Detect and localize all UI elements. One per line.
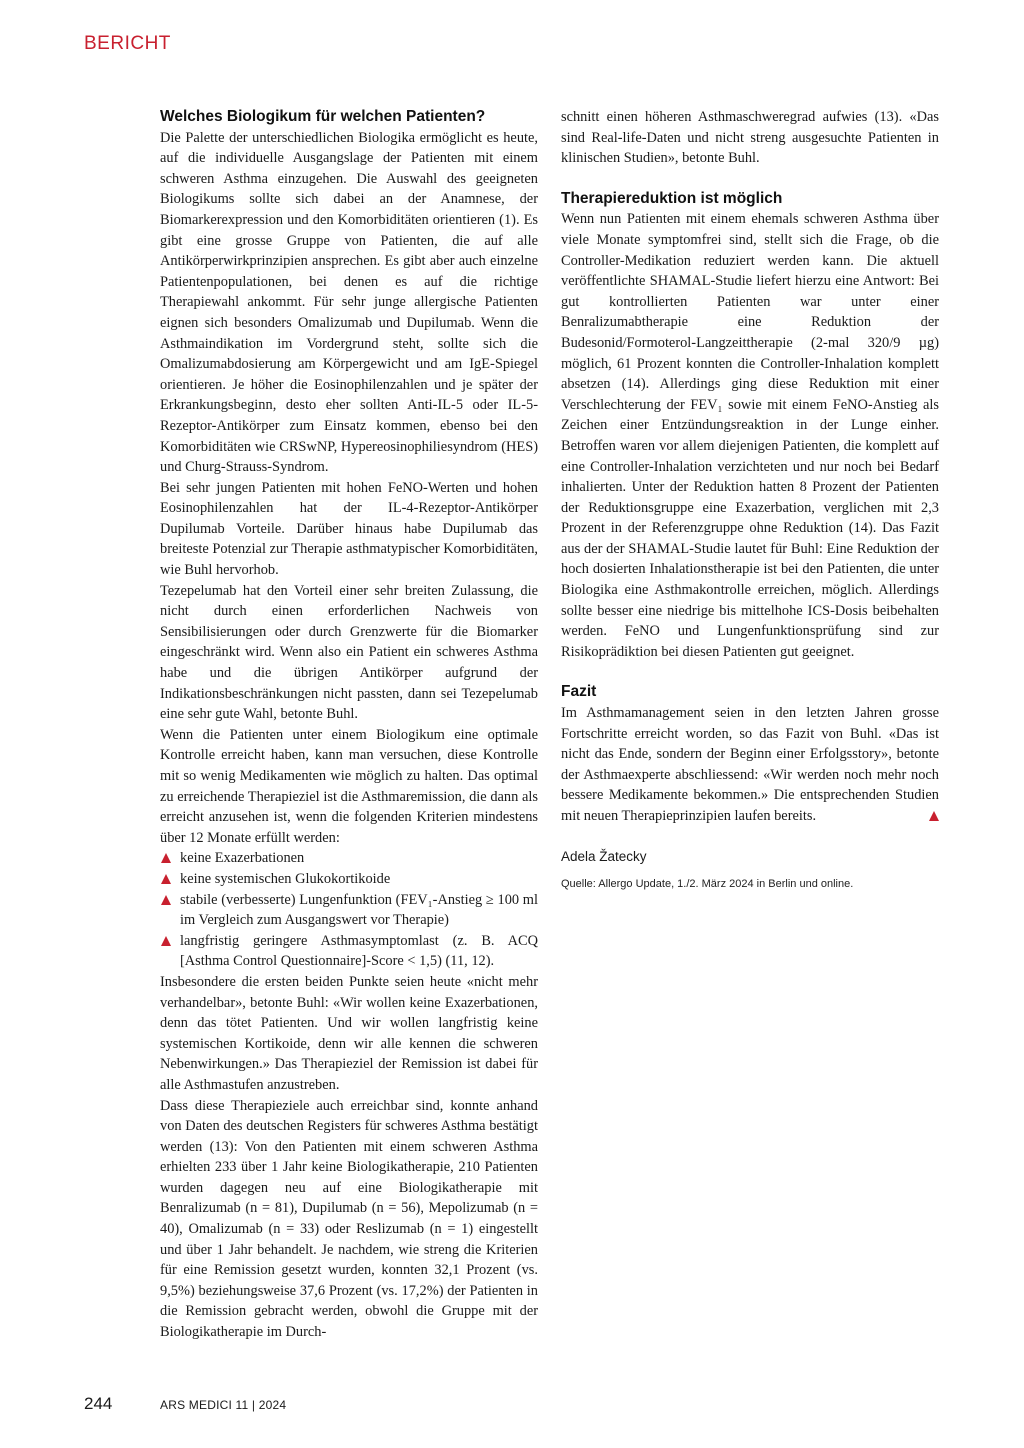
list-item [160, 931, 538, 972]
paragraph: schnitt einen höheren Asthmaschweregrad aufwies (13). «Das sind Real-life-Daten und nicht streng ausgesuchte Patienten in klinischen Studien», betonte Buhl. [561, 109, 939, 167]
paragraph: Tezepelumab hat den Vorteil einer sehr breiten Zulassung, die nicht durch einen erforderlichen Nachweis von Sensibilisierungen oder durch Grenzwerte für die Biomarker eingeschränkt wird. Wenn also ein Patient ein schweres Asthma habe und die übrigen Antikörper aufgrund der Indikationsbeschränkungen nicht passten, dann sei Tezepelumab eine sehr gute Wahl, betonte Buhl. [160, 582, 538, 723]
list-item-text: langfristig geringere Asthmasymptomlast (z. B. ACQ [Asthma Control Questionnaire]-Score < 1,5) (11, 12). [180, 932, 538, 970]
triangle-bullet-icon [161, 874, 171, 884]
list-item [160, 869, 538, 890]
triangle-bullet-icon [161, 853, 171, 863]
fazit-text: Im Asthmamanagement seien in den letzten Jahren grosse Fortschritte erreicht worden, so das Fazit von Buhl. «Das ist nicht das Ende, sondern der Beginn einer Erfolgsstory», betonte der Asthmaexperte abschliessend: «Wir werden noch mehr noch bessere Medikamente bekommen.» Die entsprechenden Studien mit neuen Therapieprinzipien laufen bereits. [561, 705, 939, 824]
list-item-text: keine Exazerbationen [180, 850, 305, 867]
author: Adela Žatecky [561, 848, 647, 864]
source-note: Quelle: Allergo Update, 1./2. März 2024 in Berlin und online. [561, 877, 854, 890]
paragraph-fazit [561, 703, 939, 827]
heading-biologikum: Welches Biologikum für welchen Patienten? [160, 108, 486, 125]
list-item-text: keine systemischen Glukokortikoide [180, 870, 391, 887]
paragraph: Bei sehr jungen Patienten mit hohen FeNO-Werten und hohen Eosinophilenzahlen hat der IL-4-Rezeptor-Antikörper Dupilumab Vorteile. Darüber hinaus habe Dupilumab das breiteste Potenzial zur Therapie asthmatypischer Komorbiditäten, wie Buhl hervorhob. [160, 479, 538, 579]
remission-criteria-list [160, 848, 538, 972]
list-item [160, 890, 538, 931]
paragraph: Dass diese Therapieziele auch erreichbar sind, konnte anhand von Daten des deutschen Registers für schweres Asthma bestätigt werden (13): Von den Patienten mit einem schweren Asthma erhielten 233 über 1 Jahr keine Biologikatherapie, 210 Patienten wurden dagegen neu auf eine Biologikatherapie mit Benralizumab (n = 81), Dupilumab (n = 56), Mepolizumab (n = 40), Omalizumab (n = 33) oder Reslizumab (n = 1) eingestellt und über 1 Jahr behandelt. Je nachdem, wie streng die Kriterien für eine Remission gesetzt wurden, konnten 32,1 Prozent (vs. 9,5%) beziehungsweise 37,6 Prozent (vs. 17,2%) der Patienten in die Remission gebracht werden, obwohl die Gruppe mit der Biologikatherapie im Durch- [160, 1097, 538, 1341]
page-number: 244 [84, 1394, 113, 1413]
paragraph: Wenn nun Patienten mit einem ehemals schweren Asthma über viele Monate symptomfrei sind, stellt sich die Frage, ob die Controller-Medikation reduziert werden kann. Die aktuell veröffentlichte SHAMAL-Studie liefert hierzu eine Antwort: Bei gut kontrollierten Patienten war unter einer Benralizumabtherapie eine Reduktion der Budesonid/Formoterol-Langzeittherapie (2-mal 320/9 µg) möglich, 61 Prozent konnten die Controller-Inhalation komplett absetzen (14). Allerdings ging diese Reduktion mit einer Verschlechterung der FEV₁ sowie mit einem FeNO-Anstieg als Zeichen einer Entzündungsreaktion in der Lunge einher. Betroffen waren vor allem diejenigen Patienten, die komplett auf eine Controller-Inhalation verzichteten und nur noch bei Bedarf inhalierten. Unter der Reduktion hatten 8 Prozent der Patienten der Reduktionsgruppe eine Exazerbation, verglichen mit 2,3 Prozent in der Referenzgruppe ohne Reduktion (14). Das Fazit aus der der SHAMAL-Studie lautet für Buhl: Eine Reduktion der hoch dosierten Inhalationstherapie ist bei den Patienten, die unter Biologika eine Asthmakontrolle erreichen, möglich. Allerdings sollte besser eine niedrige bis mittelhohe ICS-Dosis beibehalten werden. FeNO und Lungenfunktionsprüfung sind zur Risikoprädiktion bei diesen Patienten gut geeignet. [561, 211, 939, 660]
triangle-bullet-icon [161, 895, 171, 905]
heading-therapiereduktion: Therapiereduktion ist möglich [561, 189, 783, 207]
end-of-article-icon [929, 811, 939, 821]
journal-footer: ARS MEDICI 11 | 2024 [160, 1398, 287, 1412]
left-column [160, 107, 538, 1343]
right-column [561, 107, 939, 890]
paragraph: Die Palette der unterschiedlichen Biologika ermöglicht es heute, auf die individuelle Ausgangslage der Patienten mit einem schweren Asthma einzugehen. Die Auswahl des geeigneten Biologikums sollte sich dabei an der Anamnese, der Biomarkerexpression und den Komorbiditäten orientieren (1). Es gibt eine grosse Gruppe von Patienten, die auf alle Antikörperwirkprinzipien ansprechen. Es gibt aber auch einzelne Patientenpopulationen, bei denen es auf die richtige Therapiewahl ankommt. Für sehr junge allergische Patienten eignen sich besonders Omalizumab und Dupilumab. Wenn die Asthmaindikation im Vordergrund steht, sollte sich die Omalizumabdosierung am Körpergewicht und am IgE-Spiegel orientieren. Je höher die Eosinophilenzahlen und je später der Erkrankungsbeginn, desto eher sollten Anti-IL-5 oder IL-5-Rezeptor-Antikörper zum Einsatz kommen, ebenso bei den Komorbiditäten wie CRSwNP, Hypereosinophiliesyndrom (HES) und Churg-Strauss-Syndrom. [160, 129, 538, 476]
list-item-text: stabile (verbesserte) Lungenfunktion (FEV₁-Anstieg ≥ 100 ml im Vergleich zum Ausgangswert vor Therapie) [180, 891, 538, 929]
heading-fazit: Fazit [561, 683, 597, 701]
section-label: BERICHT [84, 33, 171, 54]
paragraph: Wenn die Patienten unter einem Biologikum eine optimale Kontrolle erreicht haben, kann man versuchen, diese Kontrolle mit so wenig Medikamenten wie möglich zu halten. Das optimal zu erreichende Therapieziel ist die Asthmaremission, die dann als erreicht anzusehen ist, wenn die folgenden Kriterien mindestens über 12 Monate erfüllt werden: [160, 726, 538, 846]
paragraph: Insbesondere die ersten beiden Punkte seien heute «nicht mehr verhandelbar», betonte Buhl: «Wir wollen keine Exazerbationen, denn das tötet Patienten. Und wir wollen langfristig keine systemischen Kortikoide, denn wir alle kennen die schweren Nebenwirkungen.» Das Therapieziel der Remission ist dabei für alle Asthmastufen anzustreben. [160, 973, 538, 1093]
triangle-bullet-icon [161, 936, 171, 946]
list-item [160, 848, 538, 869]
